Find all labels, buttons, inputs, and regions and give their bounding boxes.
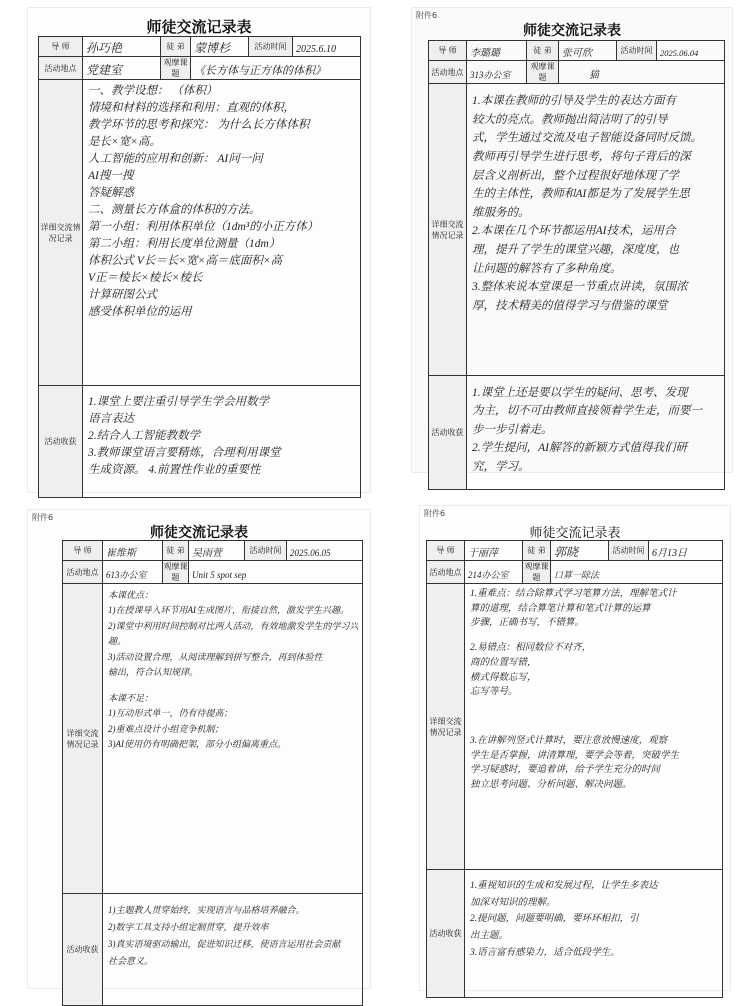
details-content [83, 80, 361, 386]
sheet-4-form [426, 540, 723, 998]
detail-line: 1.重难点：结合除算式学习笔算方法，理解笔式计 [470, 589, 677, 599]
detail-line: 较大的亮点。教师抛出简洁明了的引导 [472, 113, 668, 126]
detail-line: 教学环节的思考和探究： 为什么长方体体积 [88, 119, 310, 132]
detail-line: 趣。 [108, 636, 127, 647]
detail-line: 本课优点： [108, 590, 154, 600]
detail-line: 2)课堂中利用时间控制对比两人活动，有效地激发学生的学习兴 [108, 620, 358, 631]
record-sheet-4 [420, 506, 730, 990]
harvest-line: 2.结合人工智能教数学 [88, 430, 201, 443]
attachment-label: 附件6 [32, 513, 54, 522]
apprentice-name: 蒙博杉 [191, 37, 249, 57]
observation-topic: 口算一除法 [551, 561, 723, 584]
detail-line: 学习疑惑时，要追着讲，给予学生充分的时间 [470, 765, 661, 776]
harvest-line: 究，学习。 [472, 460, 530, 473]
apprentice-label: 徒 弟 [161, 37, 191, 57]
activity-place: 613办公室 [103, 561, 163, 584]
detail-line: 3)活动设置合理，从阅读理解到拼写整合，再到体验性 [108, 651, 323, 662]
harvest-content [465, 870, 723, 998]
detail-line: 二、测量长方体盒的体积的方法。 [88, 204, 261, 217]
detail-line: 是长×宽×高。 [88, 136, 162, 149]
observation-topic-label: 观摩课题 [161, 57, 191, 80]
activity-date: 2025.06.04 [657, 41, 725, 61]
harvest-line: 出主题。 [470, 930, 509, 941]
activity-time-label: 活动时间 [617, 41, 657, 61]
harvest-line: 2)数字工具支持小组定制贯穿，提升效率 [108, 922, 269, 933]
harvest-line: 社会意义。 [108, 956, 154, 967]
detail-line: 2.本课在几个环节都运用AI技术，运用合 [472, 225, 676, 238]
harvest-label: 活动收获 [429, 376, 467, 490]
record-sheet-2 [412, 8, 732, 472]
activity-time-label: 活动时间 [609, 541, 649, 561]
sheet-4-title: 师徒交流记录表 [529, 526, 621, 541]
details-content [467, 84, 725, 376]
detail-line: 理，提升了学生的课堂兴趣，深度度，也 [472, 244, 679, 256]
detail-line: 输出，符合认知规律。 [108, 667, 199, 678]
harvest-line: 3.语言富有感染力，适合低段学生。 [470, 947, 620, 958]
details-label: 详细交流情况记录 [39, 80, 83, 386]
harvest-label: 活动收获 [63, 894, 103, 1006]
detail-line: 独立思考问题、分析问题、解决问题。 [470, 780, 632, 791]
activity-place-label: 活动地点 [429, 61, 467, 84]
detail-line: 3.在讲解列竖式计算时，要注意放慢速度，观察 [470, 736, 668, 747]
apprentice-name: 张可欣 [559, 41, 617, 61]
detail-line: 答疑解惑 [88, 187, 134, 200]
activity-date: 2025.06.05 [287, 541, 363, 561]
activity-place: 党建室 [83, 57, 161, 80]
harvest-line: 1.课堂上还是要以学生的疑问、思考、发现 [472, 387, 688, 399]
harvest-line: 1)主题教人贯穿始终，实现语言与品格培养融合。 [108, 905, 305, 915]
mentor-label: 导 师 [427, 541, 465, 561]
harvest-line: 生成资源。 4.前置性作业的重要性 [88, 464, 261, 477]
harvest-label: 活动收获 [427, 870, 465, 998]
sheet-3-form [62, 540, 363, 1006]
apprentice-label: 徒 弟 [523, 541, 551, 561]
apprentice-label: 徒 弟 [163, 541, 189, 561]
harvest-content [103, 894, 363, 1006]
detail-line: 一、教学设想： （体积） [88, 85, 218, 97]
harvest-line: 1.重视知识的生成和发展过程，让学生多表达 [470, 881, 658, 891]
detail-line: 计算研图公式 [88, 289, 157, 302]
observation-topic: 《长方体与正方体的体积》 [191, 57, 361, 80]
mentor-label: 导 师 [63, 541, 103, 561]
mentor-label: 导 师 [39, 37, 83, 57]
details-content [103, 584, 363, 894]
detail-line: 让问题的解答有了多种角度。 [472, 262, 622, 275]
harvest-label: 活动收获 [39, 386, 83, 498]
detail-line: 厚，技术精美的值得学习与借鉴的课堂 [472, 299, 668, 312]
detail-line: 2)重难点设计小组竞争机制； [108, 723, 224, 734]
harvest-line: 为主，切不可由教师直接领着学生走，而要一 [472, 405, 702, 418]
detail-line: 2.易错点：相同数位不对齐， [470, 643, 592, 654]
harvest-content [83, 386, 361, 498]
harvest-line: 2.提问题，问题要明确，要环环相扣，引 [470, 914, 639, 925]
sheet-2-form [428, 40, 725, 490]
detail-line: 忘写等号。 [470, 687, 518, 698]
observation-topic: Unit 5 spot sep [189, 561, 363, 584]
apprentice-name: 郭晓 [551, 541, 609, 561]
mentor-label: 导 师 [429, 41, 467, 61]
detail-line: 感受体积单位的运用 [88, 306, 192, 319]
observation-topic-label: 观摩课题 [524, 562, 549, 582]
activity-date: 2025.6.10 [293, 37, 361, 57]
mentor-name: 崔维斯 [103, 541, 163, 561]
detail-line: 教师再引导学生进行思考，将句子背后的深 [472, 150, 691, 163]
observation-topic: 猫 [559, 61, 725, 84]
record-sheet-3 [28, 510, 370, 988]
detail-line: 式，学生通过交流及电子智能设备同时反馈。 [472, 132, 702, 145]
detail-line: 1.本课在教师的引导及学生的表达方面有 [472, 95, 677, 107]
harvest-line: 3.教师课堂语言要精炼，合理利用课堂 [88, 447, 281, 460]
harvest-line: 2.学生提问，AI解答的新颖方式值得我们研 [472, 442, 687, 455]
mentor-name: 李璐璐 [467, 41, 527, 61]
sheet-1-form [38, 36, 361, 498]
detail-line: 步骤，正确书写，不错算。 [470, 618, 585, 629]
detail-line: 算的道理，结合算笔计算和笔式计算的运算 [470, 603, 651, 614]
mentor-name: 于丽萍 [465, 541, 523, 561]
detail-line: 维服务的。 [472, 206, 530, 219]
mentor-name: 孙巧艳 [83, 37, 161, 57]
details-label: 详细交流情况记录 [63, 584, 103, 894]
activity-place: 313办公室 [467, 61, 527, 84]
detail-line: AI搜一搜 [88, 170, 134, 183]
attachment-label: 附件6 [424, 509, 446, 518]
details-label: 详细交流情况记录 [427, 584, 465, 870]
activity-place-label: 活动地点 [39, 57, 83, 80]
detail-line: 商的位置写错， [470, 657, 537, 668]
detail-line: 学生是否掌握，讲清算理，要学会等着，突破学生 [470, 750, 680, 761]
detail-line: 第二小组：利用长度单位测量（1dm） [88, 238, 281, 251]
activity-time-label: 活动时间 [245, 541, 287, 561]
apprentice-label: 徒 弟 [527, 41, 559, 61]
harvest-content [467, 376, 725, 490]
detail-line: 体积公式 V长＝长×宽×高＝底面积×高 [88, 255, 283, 268]
harvest-line: 3)真实语境驱动输出，促进知识迁移，使语言运用社会贡献 [108, 939, 341, 950]
record-sheet-1 [28, 8, 370, 492]
detail-line: 3.整体来说本堂课是一节重点讲读，氛围浓 [472, 281, 688, 294]
detail-line: 层含义剖析出，整个过程很好地体现了学 [472, 169, 679, 182]
harvest-line: 步一步引着走。 [472, 423, 553, 436]
detail-line: 人工智能的应用和创新： AI问一问 [88, 153, 263, 166]
activity-place-label: 活动地点 [63, 561, 103, 584]
sheet-3-title: 师徒交流记录表 [150, 525, 248, 541]
detail-line: 第一小组：利用体积单位（1dm³的小正方体） [88, 221, 319, 234]
detail-line: V正＝棱长×棱长×棱长 [88, 272, 203, 285]
detail-line: 情境和材料的选择和利用：直观的体积， [88, 102, 295, 115]
harvest-line: 1.课堂上要注重引导学生学会用数学 [88, 396, 270, 408]
observation-topic-label: 观摩课题 [527, 61, 559, 84]
detail-line: 1)在授课导入环节用AI生成图片，衔接自然，激发学生兴趣。 [108, 605, 349, 616]
detail-line: 生的主体性，教师和AI都是为了发展学生思 [472, 188, 690, 201]
apprentice-name: 吴雨萱 [189, 541, 245, 561]
details-content [465, 584, 723, 870]
observation-topic-label: 观摩课题 [163, 562, 188, 582]
sheet-1-title: 师徒交流记录表 [146, 18, 252, 36]
activity-place-label: 活动地点 [427, 561, 465, 584]
attachment-label: 附件6 [416, 11, 438, 20]
detail-line: 横式得数忘写， [470, 672, 537, 683]
harvest-line: 语言表达 [88, 413, 134, 426]
activity-time-label: 活动时间 [249, 37, 293, 57]
activity-date: 6月13日 [649, 541, 723, 561]
detail-line: 本课不足： [108, 692, 154, 703]
harvest-line: 加深对知识的理解。 [470, 897, 556, 908]
sheet-2-title: 师徒交流记录表 [523, 23, 621, 39]
detail-line: 1)互动形式单一，仍有待提高； [108, 708, 233, 719]
activity-place: 214办公室 [465, 561, 523, 584]
detail-line: 3)AI使用仍有明确把架，部分小组偏离重点。 [108, 739, 286, 750]
details-label: 详细交流情况记录 [429, 84, 467, 376]
